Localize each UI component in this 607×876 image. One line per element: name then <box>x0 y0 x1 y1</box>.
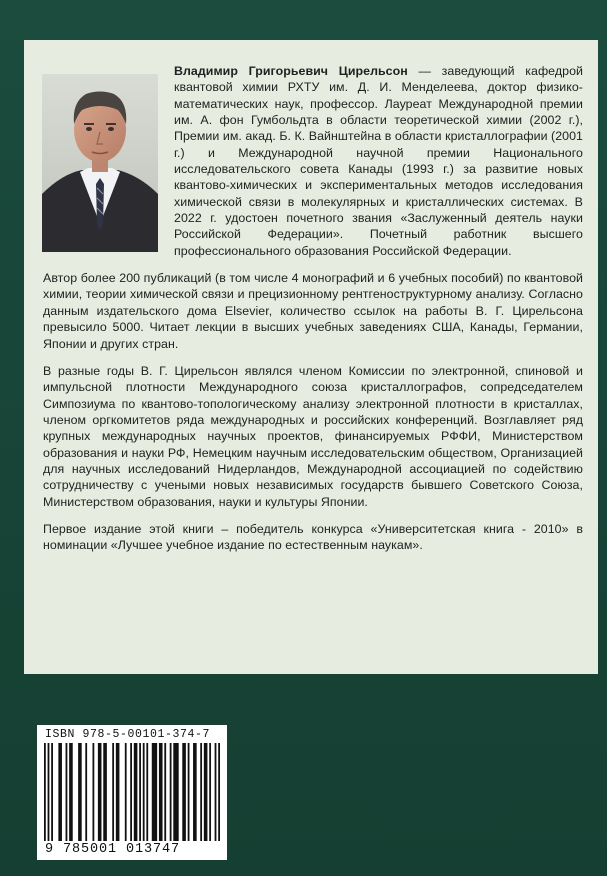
barcode-bar <box>66 743 68 841</box>
barcode-bar <box>92 743 94 841</box>
barcode-bar <box>193 743 197 841</box>
barcode-bar <box>48 743 50 841</box>
isbn-label: ISBN 978-5-00101-374-7 <box>45 728 211 741</box>
barcode-bar <box>98 743 102 841</box>
barcode-bar <box>125 743 127 841</box>
barcode-bar <box>51 743 53 841</box>
barcode-bar <box>215 743 217 841</box>
barcode-bar <box>159 743 163 841</box>
barcode-bar <box>78 743 82 841</box>
barcode-icon <box>44 743 220 841</box>
barcode-bar <box>130 743 132 841</box>
bio-paragraph-3: В разные годы В. Г. Цирельсон являлся членом Комиссии по электронной, спиновой и импульсной плотности Международного союза кристаллографов, сопредседателем Симпозиума по квантово-топологическому анализу электронной плотности в кристаллах, членом оргкомитетов ряда международных и российских конференций. Возглавляет ряд крупных международных научных проектов, финансируемых РФФИ, Министерством образования и науки РФ, Немецким научным исследовательским обществом, Организацией для научных исследований Нидерландов, Международной ассоциацией по содействию сотрудничеству с учеными новых независимых государств бывшего Советского Союза, Министерством образования, науки и культуры Японии. <box>43 363 583 509</box>
barcode-bar <box>218 743 220 841</box>
barcode-bar <box>209 743 211 841</box>
barcode-bar <box>134 743 138 841</box>
barcode-bar <box>182 743 186 841</box>
bio-paragraph-2: Автор более 200 публикаций (в том числе 4 монографий и 6 учебных пособий) по квантовой химии, теории химической связи и прецизионному рентгеноструктурному анализу. Согласно данным издательского дома Elsevier, количество ссылок на работы В. Г. Цирельсона превысило 5000. Читает лекции в высших учебных заведениях США, Канады, Германии, Японии и других стран. <box>43 271 583 351</box>
barcode-bar <box>164 743 166 841</box>
photo-spacer <box>43 63 174 255</box>
isbn-barcode-box <box>37 725 227 860</box>
barcode-bar <box>170 743 172 841</box>
barcode-bar <box>200 743 202 841</box>
barcode-bar <box>204 743 208 841</box>
barcode-bar <box>146 743 148 841</box>
barcode-bar <box>112 743 114 841</box>
barcode-bar <box>188 743 190 841</box>
bio-paragraph-4: Первое издание этой книги – победитель конкурса «Университетская книга - 2010» в номинации «Лучшее учебное издание по естественным наукам». <box>43 521 583 553</box>
barcode-bar <box>139 743 141 841</box>
barcode-bar <box>143 743 145 841</box>
barcode-bar <box>69 743 73 841</box>
barcode-bar <box>103 743 107 841</box>
bio-paragraph-1-text: — заведующий кафедрой квантовой химии РХТУ им. Д. И. Менделеева, доктор физико-математических наук, профессор. Лауреат Международной премии им. А. фон Гумбольдта в области теоретической химии (2002 г.), Премии им. акад. Б. К. Вайнштейна в области кристаллографии (2001 г.) и Международной научной премии Национального исследовательского совета Канады (1993 г.) за развитие новых квантово-химических и экспериментальных методов исследования химической связи в молекулярных и кристаллических системах. В 2022 г. удостоен почетного звания «Заслуженный деятель науки Российской Федерации». Почетный работник высшего профессионального образования Российской Федерации. <box>174 64 583 258</box>
isbn-digits: 9 785001 013747 <box>45 842 181 857</box>
barcode-bar <box>173 743 178 841</box>
bio-text <box>43 63 583 565</box>
barcode-bar <box>116 743 120 841</box>
barcode-bar <box>58 743 62 841</box>
barcode-bar <box>44 743 46 841</box>
author-name: Владимир Григорьевич Цирельсон <box>174 64 408 78</box>
barcode-bar <box>152 743 157 841</box>
barcode-bar <box>85 743 87 841</box>
